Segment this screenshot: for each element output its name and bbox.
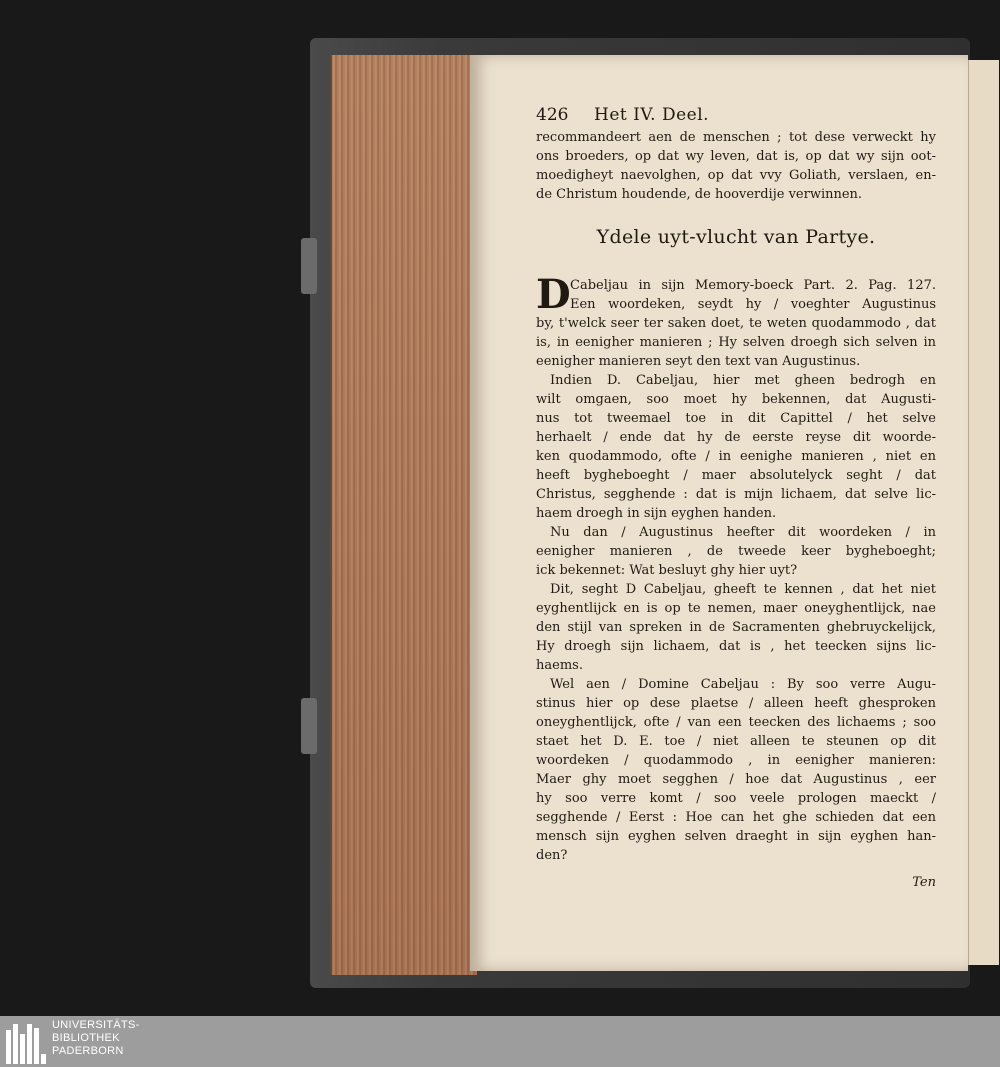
text-line: Wel aen / Domine Cabeljau : By soo verre Augu-	[550, 677, 936, 692]
text-line: Een woordeken, seydt hy / voeghter Augustinus	[570, 297, 936, 312]
text-line: Dit, seght D Cabeljau, gheeft te kennen , dat het niet	[550, 582, 936, 597]
text-line: recommandeert aen de menschen ; tot dese verweckt hy	[536, 130, 936, 145]
text-line: Maer ghy moet segghen / hoe dat Augustinus , eer	[536, 772, 936, 787]
text-line: nus tot tweemael toe in dit Capittel / het selve	[536, 411, 936, 426]
drop-cap: D	[536, 271, 571, 318]
text-line: den?	[536, 848, 568, 863]
page-number: 426	[536, 105, 569, 125]
text-line: Nu dan / Augustinus heefter dit woordeken / in	[550, 525, 936, 540]
text-line: moedigheyt naevolghen, op dat vvy Goliath, verslaen, en-	[536, 168, 936, 183]
page-text	[536, 104, 936, 892]
library-logo-icon	[6, 1020, 46, 1064]
library-name	[52, 1019, 140, 1058]
catchword: Ten	[912, 875, 936, 890]
running-title: Het IV. Deel.	[594, 105, 710, 125]
text-line: wilt omgaen, soo moet hy bekennen, dat Augusti-	[536, 392, 936, 407]
text-line: Indien D. Cabeljau, hier met gheen bedrogh en	[550, 373, 936, 388]
text-line: by, t'welck seer ter saken doet, te weten quodammodo , dat	[536, 316, 936, 331]
library-footer	[0, 1016, 1000, 1067]
text-line: den stijl van spreken in de Sacramenten ghebruyckelijck,	[536, 620, 936, 635]
text-line: haem droegh in sijn eyghen handen.	[536, 506, 777, 521]
text-line: ons broeders, op dat wy leven, dat is, op dat wy sijn oot-	[536, 149, 936, 164]
text-line: de Christum houdende, de hooverdije verwinnen.	[536, 187, 863, 202]
text-line: hy soo verre komt / soo veele prologen maeckt /	[536, 791, 936, 806]
text-line: heeft bygheboeght / maer absolutelyck seght / dat	[536, 468, 936, 483]
text-line: haems.	[536, 658, 583, 673]
text-line: segghende / Eerst : Hoe can het ghe schieden dat een	[536, 810, 936, 825]
library-name-line: PADERBORN	[52, 1045, 124, 1057]
facing-page-edge	[968, 60, 999, 965]
main-paragraph	[536, 271, 936, 318]
text-line: mensch sijn eyghen selven draeght in sijn eyghen han-	[536, 829, 936, 844]
clasp-top	[301, 238, 317, 294]
section-heading: Ydele uyt-vlucht van Partye.	[596, 226, 876, 248]
body-text	[536, 314, 936, 865]
text-line: stinus hier op dese plaetse / alleen heeft ghesproken	[536, 696, 936, 711]
text-line: woordeken / quodammodo , in eenigher manieren:	[536, 753, 936, 768]
text-line: ken quodammodo, ofte / in eenighe manieren , niet en	[536, 449, 936, 464]
text-line: staet het D. E. toe / niet alleen te steunen op dit	[536, 734, 936, 749]
text-line: eenigher manieren , de tweede keer bygheboeght;	[536, 544, 936, 559]
running-header	[536, 104, 936, 126]
text-line: oneyghentlijck, ofte / van een teecken des lichaems ; soo	[536, 715, 936, 730]
text-line: eenigher manieren seyt den text van Augustinus.	[536, 354, 861, 369]
text-line: is, in eenigher manieren ; Hy selven droegh sich selven in	[536, 335, 936, 350]
text-line: Hy droegh sijn lichaem, dat is , het teecken sijns lic-	[536, 639, 936, 654]
library-name-line: BIBLIOTHEK	[52, 1032, 120, 1044]
text-line: eyghentlijck en is op te nemen, maer oneyghentlijck, nae	[536, 601, 936, 616]
library-name-line: UNIVERSITÄTS-	[52, 1019, 140, 1031]
clasp-bottom	[301, 698, 317, 754]
text-line: herhaelt / ende dat hy de eerste reyse dit woorde-	[536, 430, 936, 445]
text-line: Christus, segghende : dat is mijn lichaem, dat selve lic-	[536, 487, 936, 502]
page-edges	[330, 55, 477, 975]
intro-paragraph	[536, 128, 936, 204]
text-line: ick bekennet: Wat besluyt ghy hier uyt?	[536, 563, 798, 578]
text-line: Cabeljau in sijn Memory-boeck Part. 2. Pag. 127.	[570, 278, 936, 293]
